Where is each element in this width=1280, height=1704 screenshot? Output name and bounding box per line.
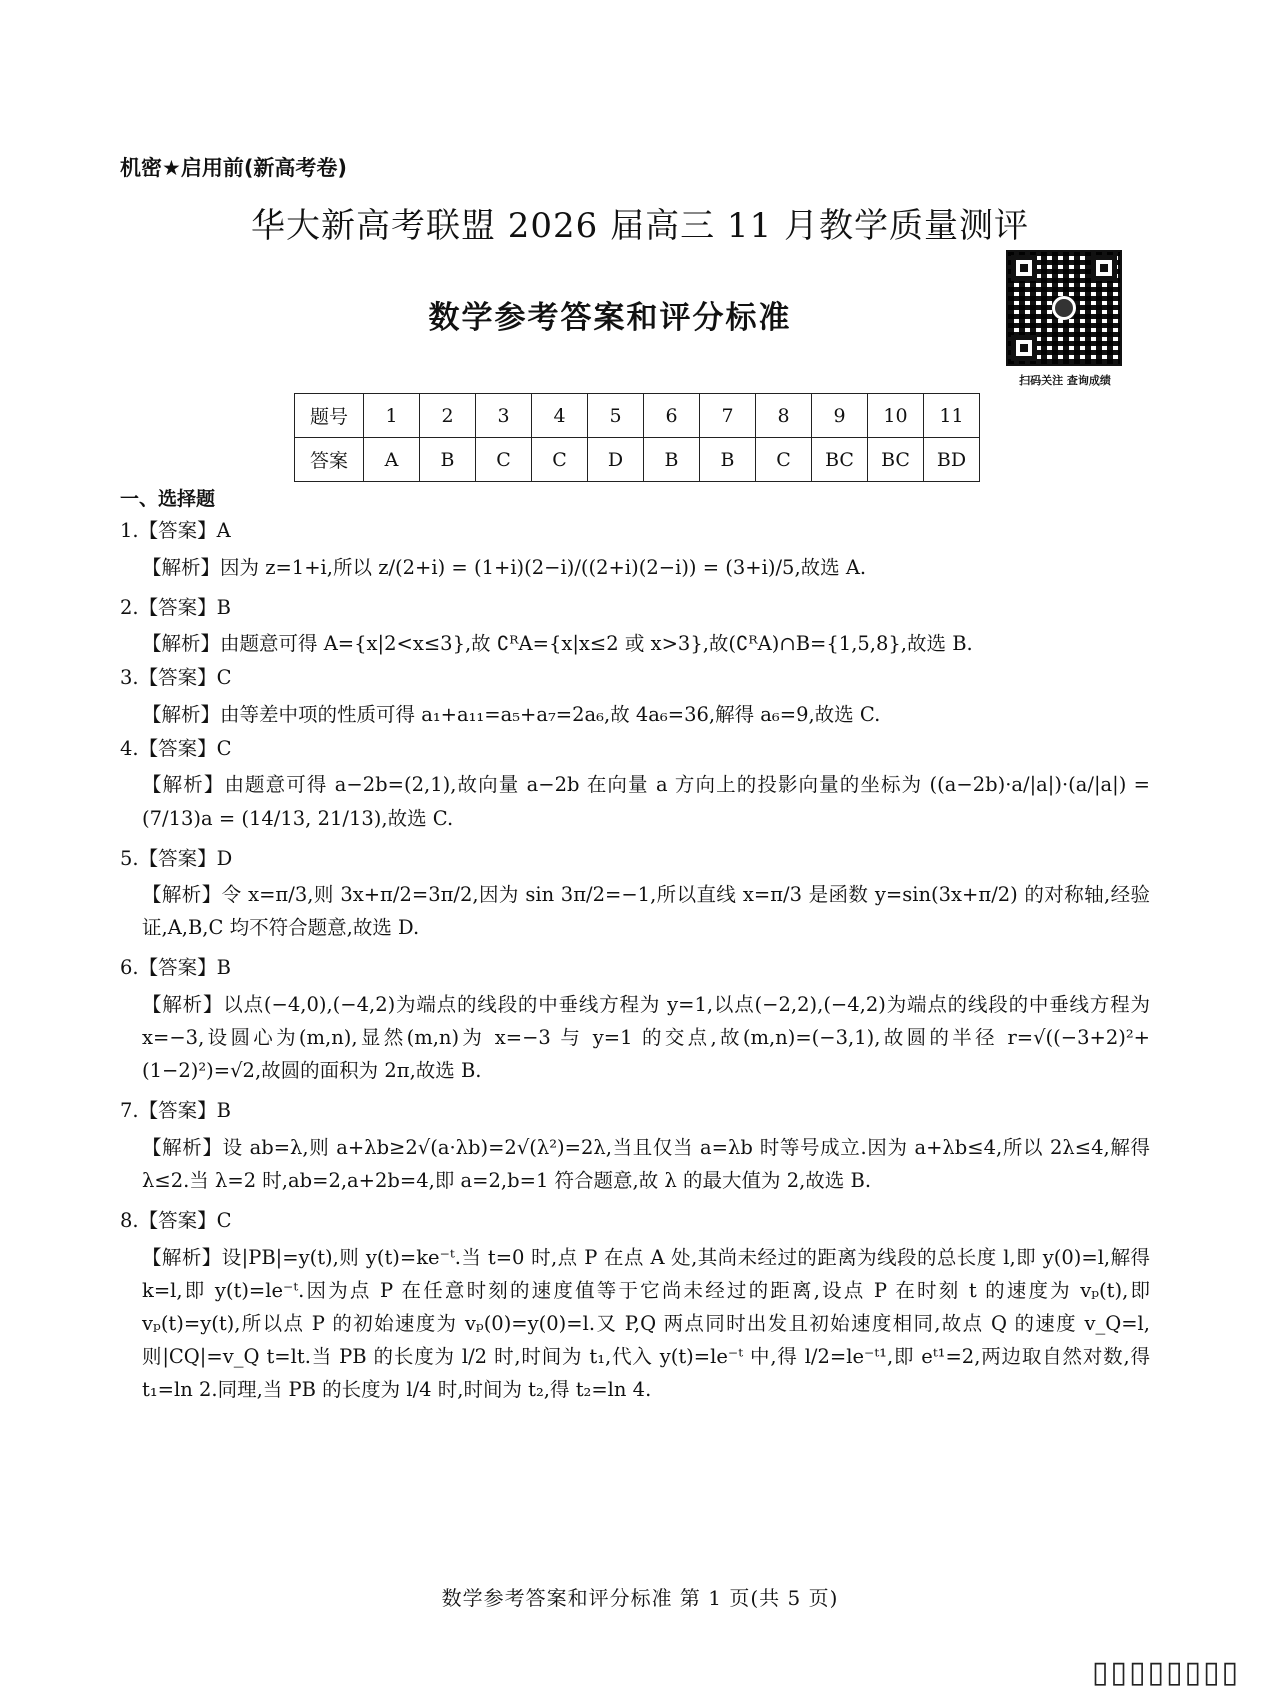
scan-edge-marks: ▯▯▯▯▯▯▯▯ [1091,1655,1240,1690]
answer-cell: D [588,438,644,482]
answer-line: 7.【答案】B [120,1099,231,1123]
answer-cell: B [420,438,476,482]
question-number: 7 [700,394,756,438]
section-title: 一、选择题 [120,488,216,510]
answer-cell: BC [812,438,868,482]
explanation: 【解析】设 ab=λ,则 a+λb≥2√(a·λb)=2√(λ²)=2λ,当且仅当 a=λb 时等号成立.因为 a+λb≤4,所以 2λ≤4,解得 λ≤2.当 λ=2 时,ab=2,a+2b=4,即 a=2,b=1 符合题意,故 λ 的最大值为 2,故选 B. [142,1135,1150,1193]
answer-line: 1.【答案】A [120,519,231,542]
answer-cell: C [756,438,812,482]
question-number: 10 [868,394,924,438]
page-footer: 数学参考答案和评分标准 第 1 页(共 5 页) [441,1586,839,1610]
question-number: 9 [812,394,868,438]
explanation: 【解析】令 x=π/3,则 3x+π/2=3π/2,因为 sin 3π/2=−1,所以直线 x=π/3 是函数 y=sin(3x+π/2) 的对称轴,经验证,A,B,C 均不符合题意,故选 D. [142,883,1150,940]
explanation: 【解析】由等差中项的性质可得 a₁+a₁₁=a₅+a₇=2a₆,故 4a₆=36,解得 a₆=9,故选 C. [142,702,881,726]
question-number: 6 [644,394,700,438]
question-number: 11 [924,394,980,438]
question-number: 2 [420,394,476,438]
answer-table-number-row [295,394,980,438]
qr-code-icon [1006,250,1122,366]
answer-cell: C [476,438,532,482]
explanation: 【解析】设|PB|=y(t),则 y(t)=ke⁻ᵗ.当 t=0 时,点 P 在点 A 处,其尚未经过的距离为线段的总长度 l,即 y(0)=l,解得 k=l,即 y(t)=le⁻ᵗ.因为点 P 在任意时刻的速度值等于它尚未经过的距离,设点 P 在时刻 t 的速度为 vₚ(t),即 vₚ(t)=y(t),所以点 P 的初始速度为 vₚ(0)=y(0)=l.又 P,Q 两点同时出发且初始速度相同,故点 Q 的速度 v_Q=l,则|CQ|=v_Q t=lt.当 PB 的长度为 l/2 时,时间为 t₁,代入 y(t)=le⁻ᵗ 中,得 l/2=le⁻ᵗ¹,即 eᵗ¹=2,两边取自然对数,得 t₁=ln 2.同理,当 PB 的长度为 l/4 时,时间为 t₂,得 t₂=ln 4. [142,1245,1150,1402]
question-number-header: 题号 [295,394,364,438]
question-number: 3 [476,394,532,438]
answer-cell: BD [924,438,980,482]
answer-header: 答案 [295,438,364,482]
answer-cell: B [644,438,700,482]
confidential-label: 机密★启用前(新高考卷) [120,156,348,180]
solutions-body [120,490,1150,1420]
question-number: 4 [532,394,588,438]
question-number: 8 [756,394,812,438]
exam-title: 华大新高考联盟 2026 届高三 11 月教学质量测评 [250,206,1030,246]
question-number: 5 [588,394,644,438]
answer-line: 4.【答案】C [120,736,232,760]
question-number: 1 [364,394,420,438]
qr-logo-icon [1052,296,1076,320]
page-subtitle: 数学参考答案和评分标准 [428,300,792,336]
answer-table [294,393,980,482]
answer-line: 5.【答案】D [120,846,233,870]
answer-cell: BC [868,438,924,482]
answer-cell: A [364,438,420,482]
answer-cell: C [532,438,588,482]
explanation: 【解析】以点(−4,0),(−4,2)为端点的线段的中垂线方程为 y=1,以点(−2,2),(−4,2)为端点的线段的中垂线方程为 x=−3,设圆心为(m,n),显然(m,n)为 x=−3 与 y=1 的交点,故(m,n)=(−3,1),故圆的半径 r=√((−3+2)²+(1−2)²)=√2,故圆的面积为 2π,故选 B. [142,992,1150,1083]
explanation: 【解析】因为 z=1+i,所以 z/(2+i) = (1+i)(2−i)/((2+i)(2−i)) = (3+i)/5,故选 A. [142,555,867,579]
answer-line: 8.【答案】C [120,1209,232,1233]
qr-code-block [1000,250,1130,388]
answer-table-answer-row [295,438,980,482]
answer-cell: B [700,438,756,482]
qr-caption: 扫码关注 查询成绩 [1019,374,1111,387]
answer-line: 3.【答案】C [120,666,232,690]
answer-line: 6.【答案】B [120,956,231,980]
explanation: 【解析】由题意可得 a−2b=(2,1),故向量 a−2b 在向量 a 方向上的投影向量的坐标为 ((a−2b)·a/|a|)·(a/|a|) = (7/13)a = (14/13, 21/13),故选 C. [142,773,1150,830]
answer-line: 2.【答案】B [120,595,231,619]
explanation: 【解析】由题意可得 A={x|2<x≤3},故 ∁ᴿA={x|x≤2 或 x>3},故(∁ᴿA)∩B={1,5,8},故选 B. [142,632,973,656]
